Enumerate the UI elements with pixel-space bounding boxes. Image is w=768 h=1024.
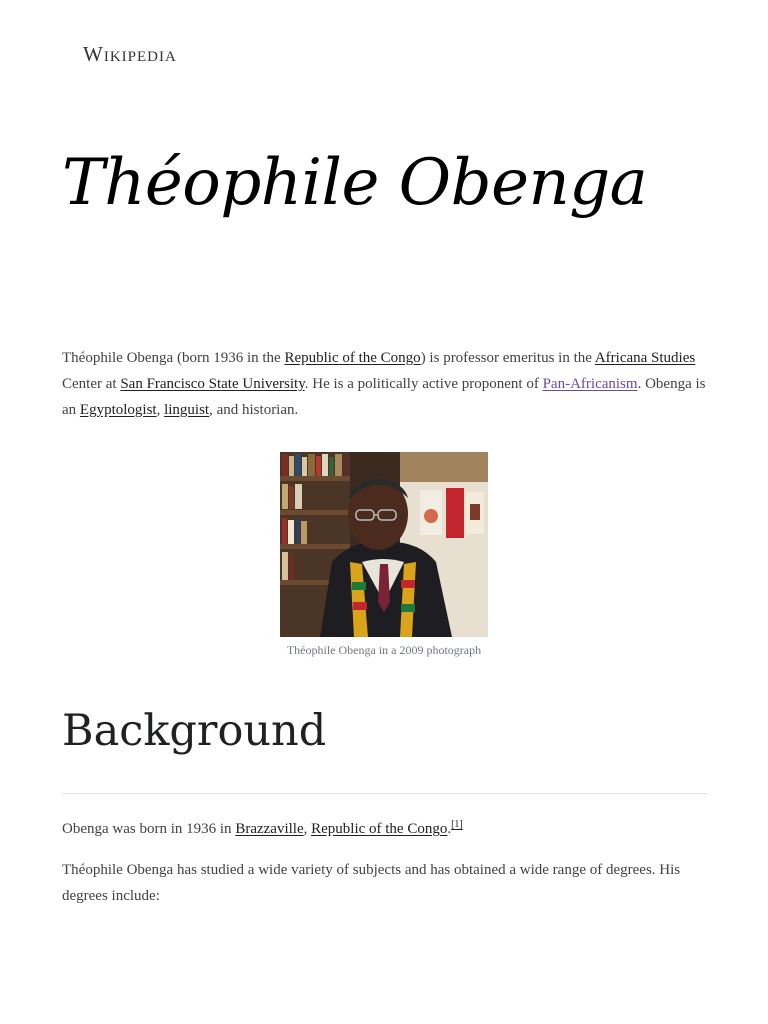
intro-text: . Obenga is an [62, 376, 706, 418]
paragraph-text: . [447, 821, 452, 837]
intro-text: . He is a politically active proponent of [304, 376, 543, 392]
wikipedia-wordmark[interactable]: Wikipedia [83, 42, 177, 66]
intro-paragraph [62, 345, 708, 423]
page-title: Théophile Obenga [62, 146, 648, 220]
link-republic-of-the-congo[interactable]: Republic of the Congo [284, 350, 421, 366]
link-linguist[interactable]: linguist [164, 402, 210, 418]
link-republic-of-the-congo[interactable]: Republic of the Congo [311, 821, 448, 837]
link-pan-africanism[interactable]: Pan-Africanism [542, 376, 638, 392]
link-brazzaville[interactable]: Brazzaville [235, 821, 304, 837]
link-egyptologist[interactable]: Egyptologist [79, 402, 157, 418]
intro-text: , [156, 402, 165, 418]
section-heading-background: Background [62, 706, 327, 756]
reference-link[interactable]: [1] [451, 819, 463, 830]
intro-text: ) is professor emeritus in the [420, 350, 595, 366]
intro-text: Théophile Obenga (born 1936 in the [62, 350, 285, 366]
portrait-photo-image [280, 452, 488, 637]
background-paragraph-1 [62, 816, 708, 842]
section-divider [62, 793, 708, 794]
intro-text: Center at [62, 376, 121, 392]
intro-text: , and historian. [209, 402, 299, 418]
figure-caption: Théophile Obenga in a 2009 photograph [286, 643, 482, 657]
article-photo[interactable] [280, 452, 488, 637]
background-paragraph-2: Théophile Obenga has studied a wide variety of subjects and has obtained a wide range of degrees. His degrees include: [62, 862, 681, 904]
paragraph-text: Obenga was born in 1936 in [62, 821, 236, 837]
link-africana-studies[interactable]: Africana Studies [594, 350, 696, 366]
paragraph-text: , [303, 821, 312, 837]
link-san-francisco-state-university[interactable]: San Francisco State University [120, 376, 305, 392]
